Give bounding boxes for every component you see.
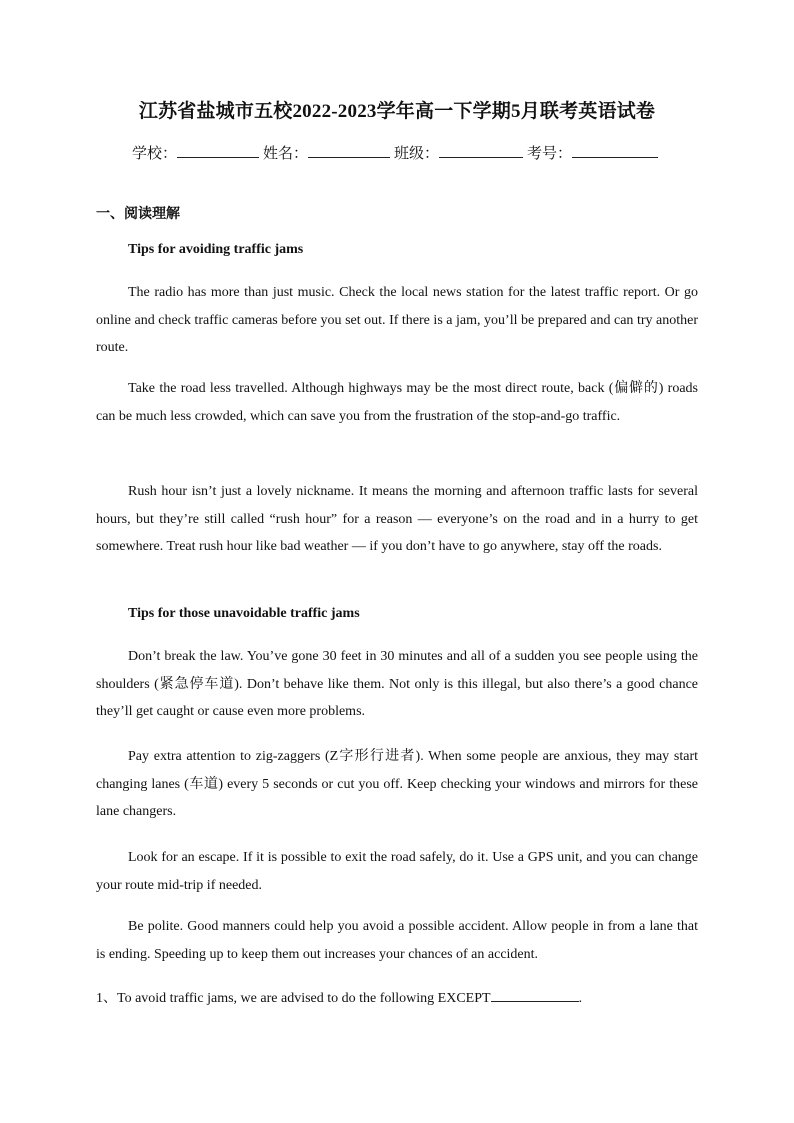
passage-paragraph: [96, 643, 698, 726]
school-blank[interactable]: [177, 143, 259, 158]
passage-subheading-2: Tips for those unavoidable traffic jams: [128, 606, 360, 621]
exam-number-blank[interactable]: [572, 143, 658, 158]
school-label: 学校：: [131, 144, 177, 162]
name-blank[interactable]: [308, 143, 390, 158]
paragraph-text: Be polite. Good manners could help you avoid a possible accident. Allow people in from a lane that is ending. Speeding up to keep them out increases your chances of an accident.: [96, 919, 698, 962]
exam-title: 江苏省盐城市五校2022-2023学年高一下学期5月联考英语试卷: [138, 101, 656, 122]
passage-paragraph: [96, 478, 698, 561]
exam-number-field: [527, 142, 662, 163]
passage-paragraph: [96, 844, 698, 899]
passage-subheading-1: Tips for avoiding traffic jams: [128, 242, 304, 257]
class-label: 班级：: [394, 144, 440, 162]
passage-paragraph: [96, 375, 698, 430]
passage-paragraph: [96, 279, 698, 362]
passage-paragraph: [96, 913, 698, 968]
school-field: [132, 142, 263, 163]
passage-paragraph: [96, 743, 698, 826]
paragraph-text: Pay extra attention to zig-zaggers (Z字形行进者). When some people are anxious, they may start changing lanes (车道) every 5 seconds or cut you off. Keep checking your windows and mirrors for these lane changers.: [96, 749, 698, 819]
question-text: To avoid traffic jams, we are advised to do the following EXCEPT: [117, 991, 491, 1006]
section-heading: 一、阅读理解: [96, 206, 180, 222]
name-field: [263, 142, 394, 163]
class-field: [394, 142, 527, 163]
paragraph-text: Look for an escape. If it is possible to exit the road safely, do it. Use a GPS unit, and you can change your route mid-trip if needed.: [96, 850, 698, 893]
exam-number-label: 考号：: [527, 144, 573, 162]
question-1: [96, 987, 582, 1007]
paragraph-text: Rush hour isn’t just a lovely nickname. It means the morning and afternoon traffic lasts for several hours, but they’re still called “rush hour” for a reason — everyone’s on the road and in a hurry to get somewhere. Treat rush hour like bad weather — if you don’t have to go anywhere, stay off the roads.: [96, 484, 698, 554]
student-info-row: [0, 142, 794, 163]
paragraph-text: Don’t break the law. You’ve gone 30 feet in 30 minutes and all of a sudden you see people using the shoulders (紧急停车道). Don’t behave like them. Not only is this illegal, but also there’s a good chance they’ll get caught or cause even more problems.: [96, 649, 698, 719]
name-label: 姓名：: [262, 144, 308, 162]
question-number: 1、: [96, 991, 117, 1006]
paragraph-text: The radio has more than just music. Check the local news station for the latest traffic report. Or go online and check traffic cameras before you set out. If there is a jam, you’ll be prepared and can try another route.: [96, 285, 698, 355]
answer-blank[interactable]: [491, 988, 579, 1002]
class-blank[interactable]: [439, 143, 523, 158]
paragraph-text: Take the road less travelled. Although highways may be the most direct route, back (偏僻的) roads can be much less crowded, which can save you from the frustration of the stop-and-go traffic.: [96, 381, 698, 424]
question-end: .: [578, 991, 583, 1006]
